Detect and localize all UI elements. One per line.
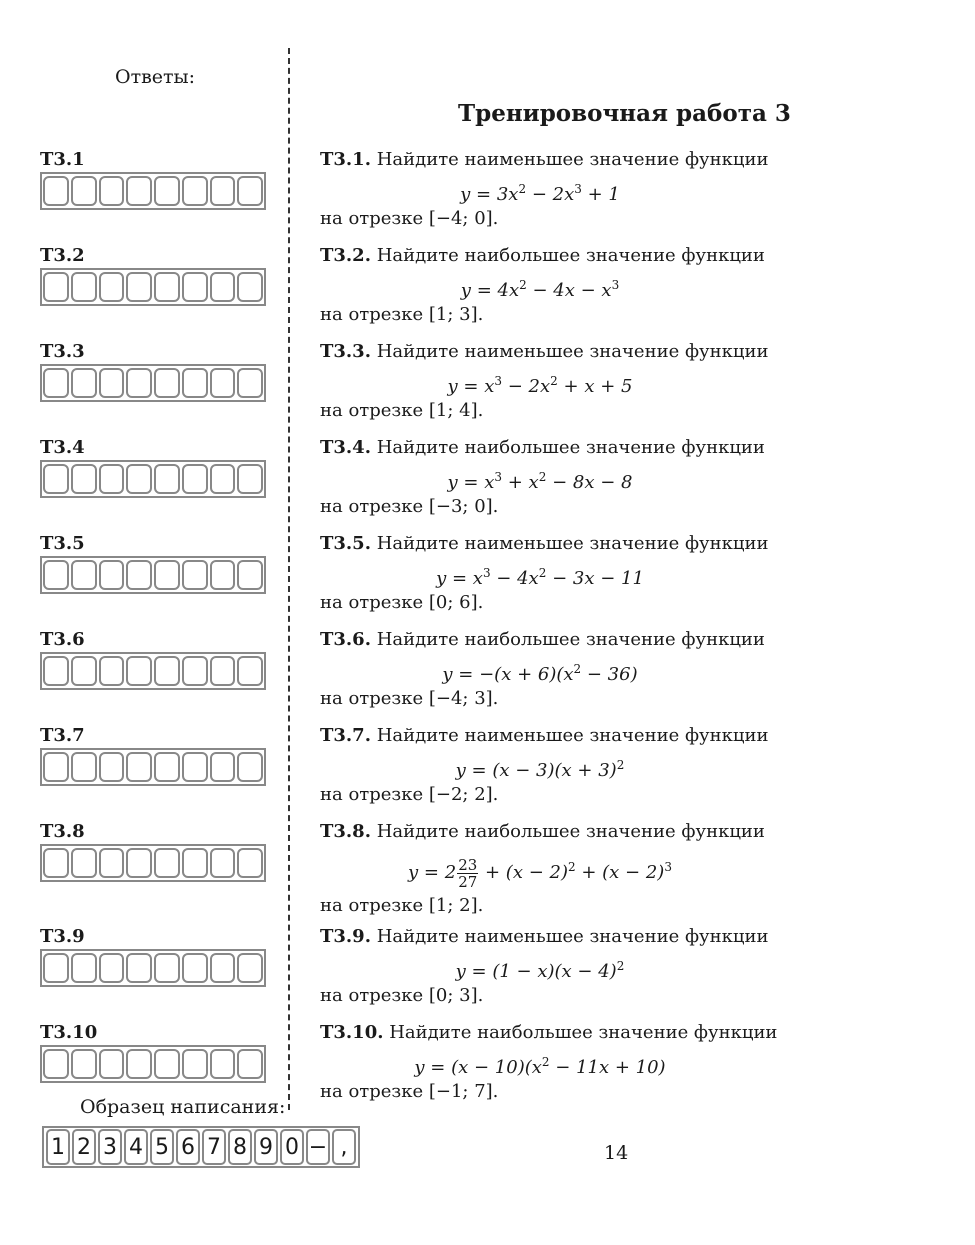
task-formula: y = 2 $\frac{23}{27}$ + $(x - 2)^2 + (x - 2)^3$	[408, 855, 672, 891]
task-segment: на отрезке [−3; 0].	[320, 496, 499, 517]
answer-block-9	[40, 927, 266, 987]
answer-input-boxes[interactable]	[40, 268, 266, 306]
sample-label: Образец написания:	[80, 1096, 286, 1118]
task-7	[320, 724, 790, 808]
answer-input-boxes[interactable]	[40, 556, 266, 594]
task-formula: $y = (1 - x)(x - 4)^2$	[455, 959, 625, 982]
task-4	[320, 436, 790, 520]
answer-label: Т3.5	[40, 533, 85, 554]
task-number: Т3.7.	[320, 725, 371, 746]
answer-block-3	[40, 342, 266, 402]
sample-char: 5	[150, 1129, 174, 1165]
task-text: Найдите наибольшее значение функции	[383, 1022, 778, 1043]
task-formula: $y = 4x^2 - 4x - x^3$	[460, 278, 620, 301]
sample-char: 0	[280, 1129, 304, 1165]
task-formula: $y = 3x^2 - 2x^3 + 1$	[460, 182, 620, 205]
sample-char: 1	[46, 1129, 70, 1165]
answer-input-boxes[interactable]	[40, 172, 266, 210]
sample-char: ,	[332, 1129, 356, 1165]
task-formula: $y = (x - 3)(x + 3)^2$	[455, 758, 625, 781]
task-formula: $y = x^3 + x^2 - 8x - 8$	[447, 470, 633, 493]
answer-label: Т3.2	[40, 245, 85, 266]
task-segment: на отрезке [−2; 2].	[320, 784, 499, 805]
task-8	[320, 820, 790, 919]
answer-block-10	[40, 1023, 266, 1083]
answer-label: Т3.1	[40, 149, 85, 170]
task-number: Т3.2.	[320, 245, 371, 266]
answer-input-boxes[interactable]	[40, 1045, 266, 1083]
task-number: Т3.10.	[320, 1022, 384, 1043]
sample-char: 6	[176, 1129, 200, 1165]
task-segment: на отрезке [−1; 7].	[320, 1081, 499, 1102]
task-number: Т3.8.	[320, 821, 371, 842]
page-number: 14	[604, 1142, 629, 1164]
sample-char: 7	[202, 1129, 226, 1165]
answer-label: Т3.8	[40, 821, 85, 842]
task-formula: $y = -(x + 6)(x^2 - 36)$	[442, 662, 638, 685]
answer-block-1	[40, 150, 266, 210]
answer-input-boxes[interactable]	[40, 949, 266, 987]
task-2	[320, 244, 790, 328]
task-formula: $y = (x - 10)(x^2 - 11x + 10)$	[414, 1055, 666, 1078]
task-number: Т3.4.	[320, 437, 371, 458]
answers-title: Ответы:	[115, 66, 196, 88]
sample-char: 8	[228, 1129, 252, 1165]
task-number: Т3.3.	[320, 341, 371, 362]
task-segment: на отрезке [0; 3].	[320, 985, 484, 1006]
task-text: Найдите наименьшее значение функции	[370, 533, 769, 554]
task-9	[320, 925, 790, 1009]
task-formula: $y = x^3 - 2x^2 + x + 5$	[447, 374, 633, 397]
task-segment: на отрезке [−4; 3].	[320, 688, 499, 709]
answer-block-2	[40, 246, 266, 306]
task-number: Т3.5.	[320, 533, 371, 554]
task-formula: $y = x^3 - 4x^2 - 3x - 11$	[436, 566, 644, 589]
answer-block-6	[40, 630, 266, 690]
task-text: Найдите наименьшее значение функции	[370, 341, 769, 362]
task-text: Найдите наименьшее значение функции	[370, 149, 769, 170]
task-text: Найдите наибольшее значение функции	[370, 629, 765, 650]
task-6	[320, 628, 790, 712]
answer-input-boxes[interactable]	[40, 844, 266, 882]
task-text: Найдите наименьшее значение функции	[370, 725, 769, 746]
answer-input-boxes[interactable]	[40, 748, 266, 786]
task-segment: на отрезке [0; 6].	[320, 592, 484, 613]
sample-char: 2	[72, 1129, 96, 1165]
page-title: Тренировочная работа 3	[458, 100, 791, 127]
sample-char: −	[306, 1129, 330, 1165]
task-segment: на отрезке [1; 4].	[320, 400, 484, 421]
task-5	[320, 532, 790, 616]
answer-label: Т3.9	[40, 926, 85, 947]
sample-char: 3	[98, 1129, 122, 1165]
answer-label: Т3.10	[40, 1022, 98, 1043]
answer-block-4	[40, 438, 266, 498]
task-segment: на отрезке [−4; 0].	[320, 208, 499, 229]
task-3	[320, 340, 790, 424]
task-text: Найдите наибольшее значение функции	[370, 821, 765, 842]
answer-label: Т3.7	[40, 725, 85, 746]
task-10	[320, 1021, 790, 1105]
task-number: Т3.9.	[320, 926, 371, 947]
sample-digits	[42, 1126, 360, 1168]
task-text: Найдите наибольшее значение функции	[370, 437, 765, 458]
task-1	[320, 148, 790, 232]
sample-char: 9	[254, 1129, 278, 1165]
answer-block-5	[40, 534, 266, 594]
task-text: Найдите наименьшее значение функции	[370, 926, 769, 947]
answer-input-boxes[interactable]	[40, 652, 266, 690]
task-number: Т3.1.	[320, 149, 371, 170]
sample-char: 4	[124, 1129, 148, 1165]
answer-input-boxes[interactable]	[40, 364, 266, 402]
task-segment: на отрезке [1; 2].	[320, 895, 484, 916]
answer-label: Т3.6	[40, 629, 85, 650]
answer-label: Т3.4	[40, 437, 85, 458]
answer-label: Т3.3	[40, 341, 85, 362]
answer-block-8	[40, 822, 266, 882]
task-number: Т3.6.	[320, 629, 371, 650]
answer-block-7	[40, 726, 266, 786]
cut-line-divider	[288, 48, 290, 1110]
task-text: Найдите наибольшее значение функции	[370, 245, 765, 266]
answer-input-boxes[interactable]	[40, 460, 266, 498]
task-segment: на отрезке [1; 3].	[320, 304, 484, 325]
